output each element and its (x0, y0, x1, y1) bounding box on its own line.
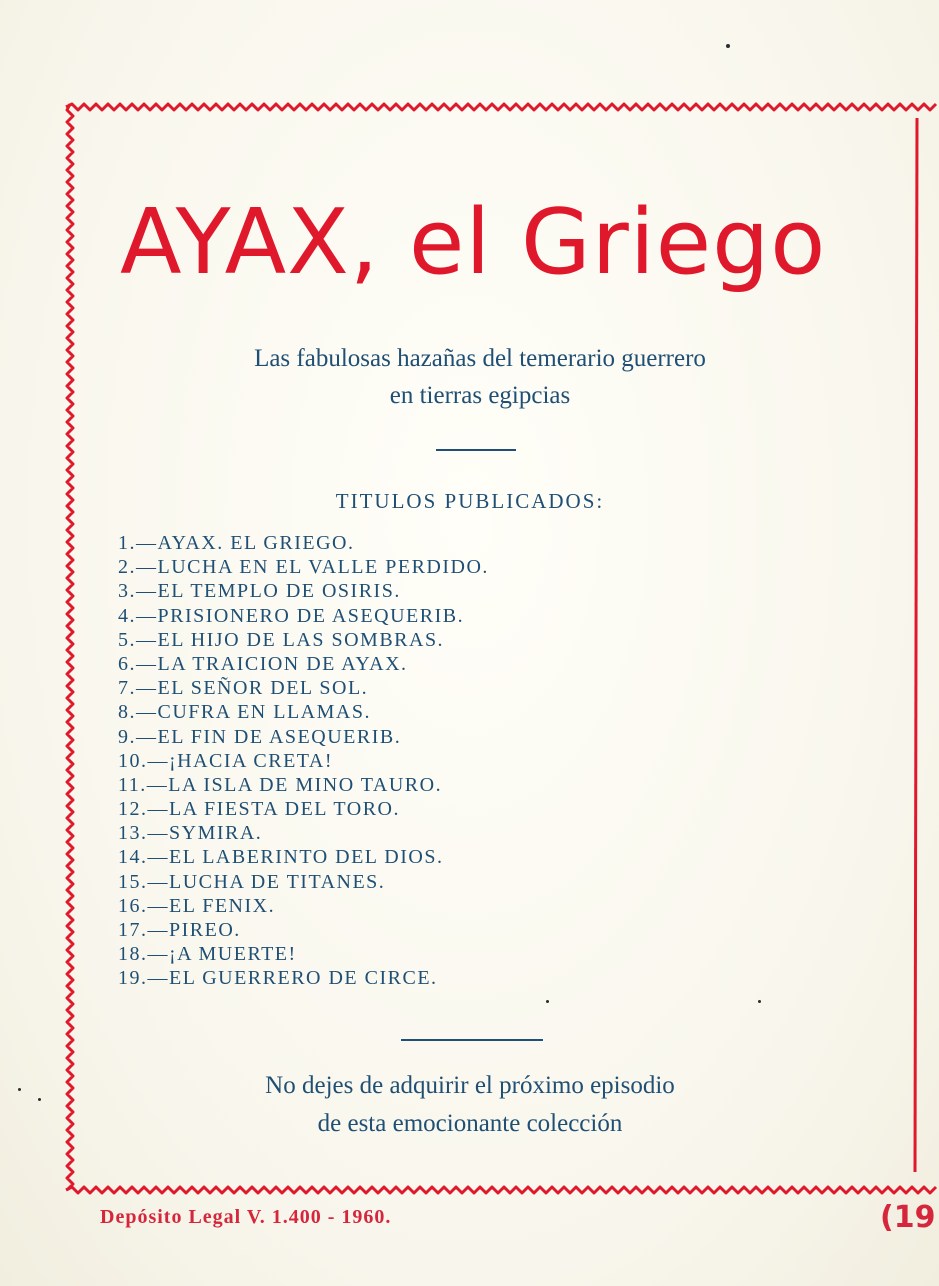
divider-bottom (401, 1039, 543, 1041)
published-titles-heading: TITULOS PUBLICADOS: (335, 489, 605, 513)
closing-line-2: de esta emocionante colección (317, 1110, 623, 1137)
list-item: 10.—¡HACIA CRETA! (118, 749, 334, 772)
subtitle-line-2: en tierras egipcias (389, 382, 571, 409)
list-item: 8.—CUFRA EN LLAMAS. (118, 701, 371, 724)
list-item: 11.—LA ISLA DE MINO TAURO. (118, 773, 443, 796)
frame-right-border (915, 118, 917, 1172)
list-item: 12.—LA FIESTA DEL TORO. (118, 798, 400, 821)
list-item: 18.—¡A MUERTE! (118, 943, 297, 966)
list-item: 3.—EL TEMPLO DE OSIRIS. (118, 580, 401, 603)
frame-top-border (66, 104, 936, 110)
print-speck (726, 44, 730, 48)
list-item: 4.—PRISIONERO DE ASEQUERIB. (118, 604, 465, 627)
list-item: 17.—PIREO. (118, 919, 241, 941)
page-number: (19 (880, 1200, 936, 1235)
print-speck (758, 1000, 761, 1003)
list-item: 5.—EL HIJO DE LAS SOMBRAS. (118, 628, 445, 651)
divider-top (436, 449, 516, 451)
list-item: 2.—LUCHA EN EL VALLE PERDIDO. (118, 556, 489, 579)
list-item: 9.—EL FIN DE ASEQUERIB. (118, 725, 402, 748)
legal-deposit-note: Depósito Legal V. 1.400 - 1960. (100, 1206, 392, 1228)
book-title: AYAX, el Griego (120, 190, 827, 295)
published-titles-list (118, 531, 489, 991)
list-item: 1.—AYAX. EL GRIEGO. (118, 532, 355, 554)
list-item: 13.—SYMIRA. (118, 822, 263, 845)
print-speck (18, 1088, 21, 1091)
frame-bottom-border (66, 1187, 936, 1193)
closing-line-1: No dejes de adquirir el próximo episodio (265, 1072, 675, 1099)
list-item: 7.—EL SEÑOR DEL SOL. (118, 677, 369, 700)
print-speck (38, 1098, 41, 1101)
subtitle-line-1: Las fabulosas hazañas del temerario guerrero (254, 345, 706, 372)
print-speck (546, 1000, 549, 1003)
list-item: 6.—LA TRAICION DE AYAX. (118, 652, 408, 675)
list-item: 14.—EL LABERINTO DEL DIOS. (118, 846, 444, 869)
list-item: 16.—EL FENIX. (118, 894, 276, 917)
list-item: 15.—LUCHA DE TITANES. (118, 870, 386, 893)
list-item: 19.—EL GUERRERO DE CIRCE. (118, 967, 438, 990)
frame-left-border (67, 104, 73, 1190)
